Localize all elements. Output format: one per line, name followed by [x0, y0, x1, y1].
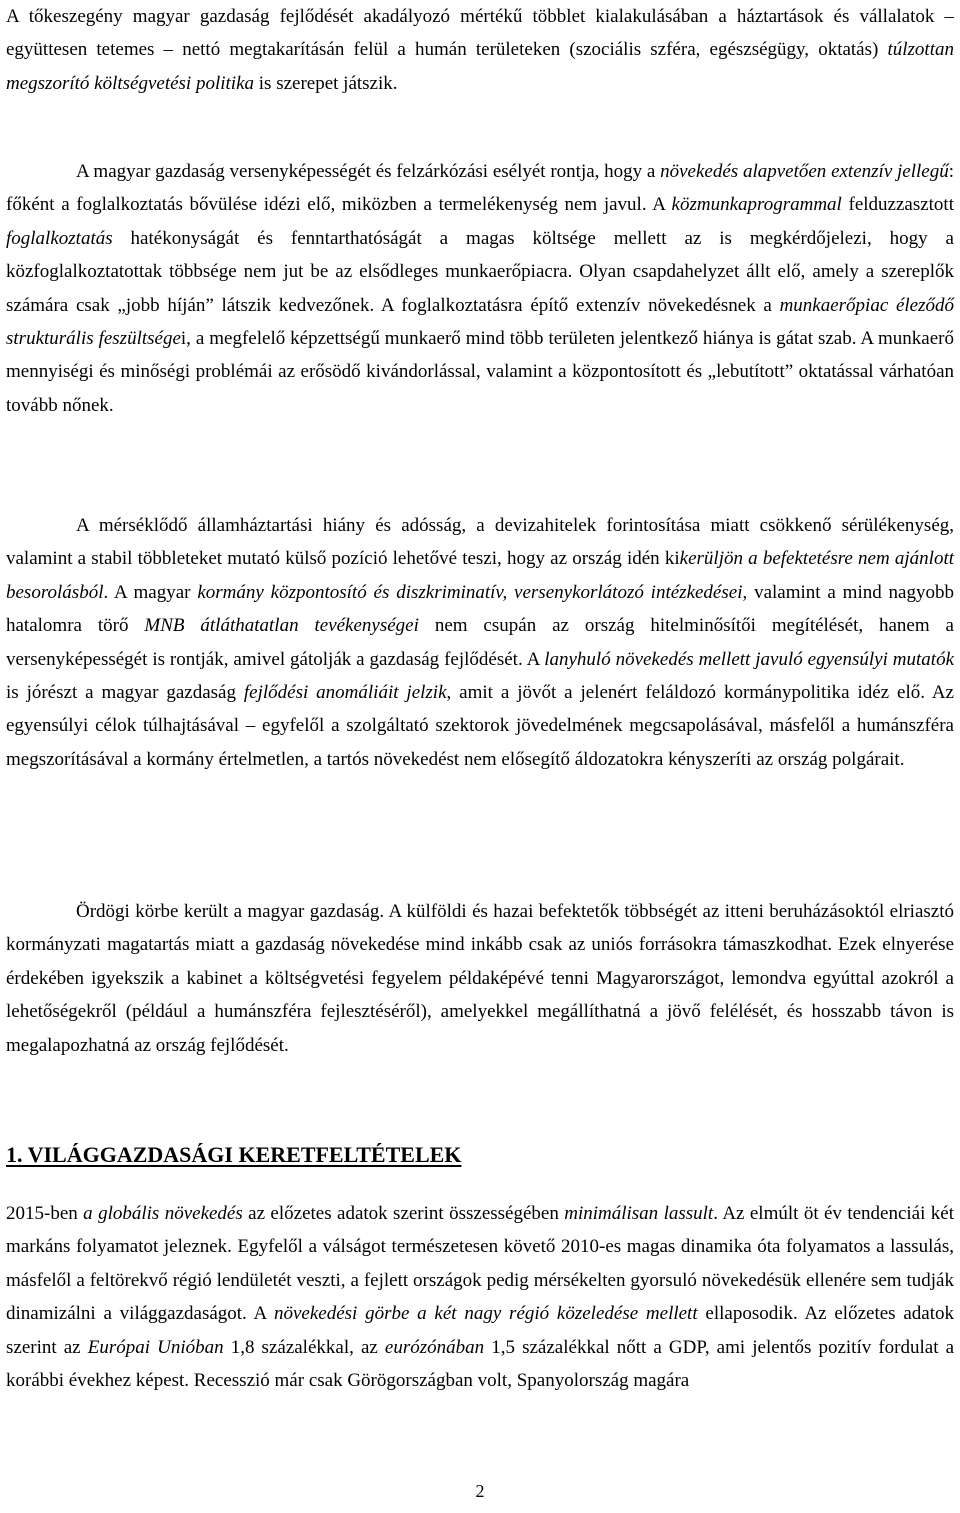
italic-text-run: kormány központosító és diszkriminatív, versenykorlátozó intézkedései [197, 581, 743, 603]
italic-text-run: foglalkoztatás [6, 227, 113, 249]
text-run: , amit a jövőt a jelenért feláldozó kormánypolitika idéz elő. Az egyensúlyi célok túlhajtásával – egyfelől a szolgáltató szektorok jövedelmének megcsapolásával, másfelől a humánszféra megszorításával a kormány értelmetlen, a tartós növekedést nem elősegítő áldozatokra kényszeríti az ország polgárait. [6, 682, 954, 770]
paragraph-3 [6, 509, 954, 776]
text-run: Ördögi körbe került a magyar gazdaság. A külföldi és hazai befektetők többségét az itteni beruházásoktól elriasztó kormányzati magatartás miatt a gazdaság növekedése mind inkább csak az uniós forrásokra támaszkodhat. Ezek elnyerése érdekében igyekszik a kabinet a költségvetési fegyelem példaképévé tenni Magyarországot, lemondva egyúttal azokról a lehetőségekről (például a humánszféra fejlesztéséről), amelyekkel megállíthatná a jövő felélését, és hosszabb távon is megalapozhatná az ország fejlődését. [6, 901, 954, 1056]
paragraph-5 [6, 1197, 954, 1397]
text-run: is szerepet játszik. [254, 72, 398, 94]
text-run: . Az elmúlt öt év tendenciái két markáns folyamatot jeleznek. Egyfelől a válságot természetesen követő 2010-es magas dinamika óta folyamatos a lassulás, másfelől a feltörekvő régió lendületét veszti, a fejlett országok pedig mérsékelten gyorsuló növekedésük ellenére sem tudják dinamizálni a világgazdaságot. A [6, 1203, 955, 1325]
text-run: . A magyar [103, 581, 198, 603]
italic-text-run: közmunkaprogrammal [671, 194, 842, 216]
italic-text-run: eurózónában [384, 1336, 485, 1358]
text-run: felduzzasztott [841, 194, 954, 216]
italic-text-run: munkaerőpiac éleződő strukturális feszültsége [6, 294, 955, 350]
text-run: i, a megfelelő képzettségű munkaerő mind több területen jelentkező hiánya is gátat szab. A munkaerő mennyiségi és minőségi problémái az erősödő kivándorlással, valamint a központosított és „lebutított” oktatással várhatóan tovább nőnek. [6, 328, 954, 416]
italic-text-run: MNB átláthatatlan tevékenységei [144, 615, 419, 637]
text-run: hatékonyságát és fenntarthatóságát a magas költsége mellett az is megkérdőjelezi, hogy a közfoglalkoztatottak többsége nem jut be az elsődleges munkaerőpiacra. Olyan csapdahelyzet állt elő, amely a szereplők számára csak „jobb híján” látszik kedvezőnek. A foglalkoztatásra építő extenzív növekedésnek a [6, 227, 954, 316]
text-run: 2015-ben [6, 1203, 84, 1224]
text-run: , valamint a mind nagyobb hatalomra törő [6, 581, 954, 637]
italic-text-run: Európai Unióban [87, 1336, 224, 1358]
italic-text-run: minimálisan lassult [564, 1203, 714, 1224]
text-run: A tőkeszegény magyar gazdaság fejlődését akadályozó mértékű többlet kialakulásában a háztartások és vállalatok – együttesen tetemes – nettó megtakarításán felül a humán területeken (szociális szféra, egészségügy, oktatás) [6, 6, 954, 61]
paragraph-1 [6, 0, 954, 100]
italic-text-run: fejlődési anomáliáit jelzik [243, 682, 447, 704]
italic-text-run: túlzottan megszorító költségvetési politika [6, 39, 954, 94]
text-run: : főként a foglalkoztatás bővülése idézi elő, miközben a termelékenység nem javul. A [6, 161, 954, 216]
paragraph-4 [6, 895, 954, 1062]
section-heading: 1. VILÁGGAZDASÁGI KERETFELTÉTELEK [6, 1142, 462, 1167]
text-run: ellaposodik. Az előzetes adatok szerint az [6, 1303, 954, 1358]
italic-text-run: a globális növekedés [83, 1203, 243, 1224]
text-run: 1,5 százalékkal nőtt a GDP, ami jelentős pozitív fordulat a korábbi évekhez képest. Recesszió már csak Görögországban volt, Spanyolország magára [6, 1336, 955, 1392]
paragraph-2 [6, 155, 954, 422]
text-run: A magyar gazdaság versenyképességét és felzárkózási esélyét rontja, hogy a [76, 161, 661, 182]
text-run: A mérséklődő államháztartási hiány és adósság, a devizahitelek forintosítása miatt csökkenő sérülékenység, valamint a stabil többleteket mutató külső pozíció lehetővé teszi, hogy az ország idén ki [6, 515, 954, 570]
italic-text-run: növekedés alapvetően extenzív jellegű [660, 161, 949, 182]
italic-text-run: kerüljön a befektetésre nem ajánlott besorolásból [6, 548, 955, 603]
page-number: 2 [475, 1481, 485, 1501]
text-run: az előzetes adatok szerint összességében [242, 1203, 565, 1224]
italic-text-run: növekedési görbe a két nagy régió közeledése mellett [273, 1303, 698, 1325]
text-run: nem csupán az ország hitelminősítői megítélését, hanem a versenyképességét is rontják, amivel gátolják a gazdaság fejlődését. A [6, 615, 954, 670]
text-run: 1,8 százalékkal, az [223, 1336, 385, 1358]
text-run: is jórészt a magyar gazdaság [6, 682, 244, 704]
italic-text-run: lanyhuló növekedés mellett javuló egyensúlyi mutatók [544, 648, 954, 670]
